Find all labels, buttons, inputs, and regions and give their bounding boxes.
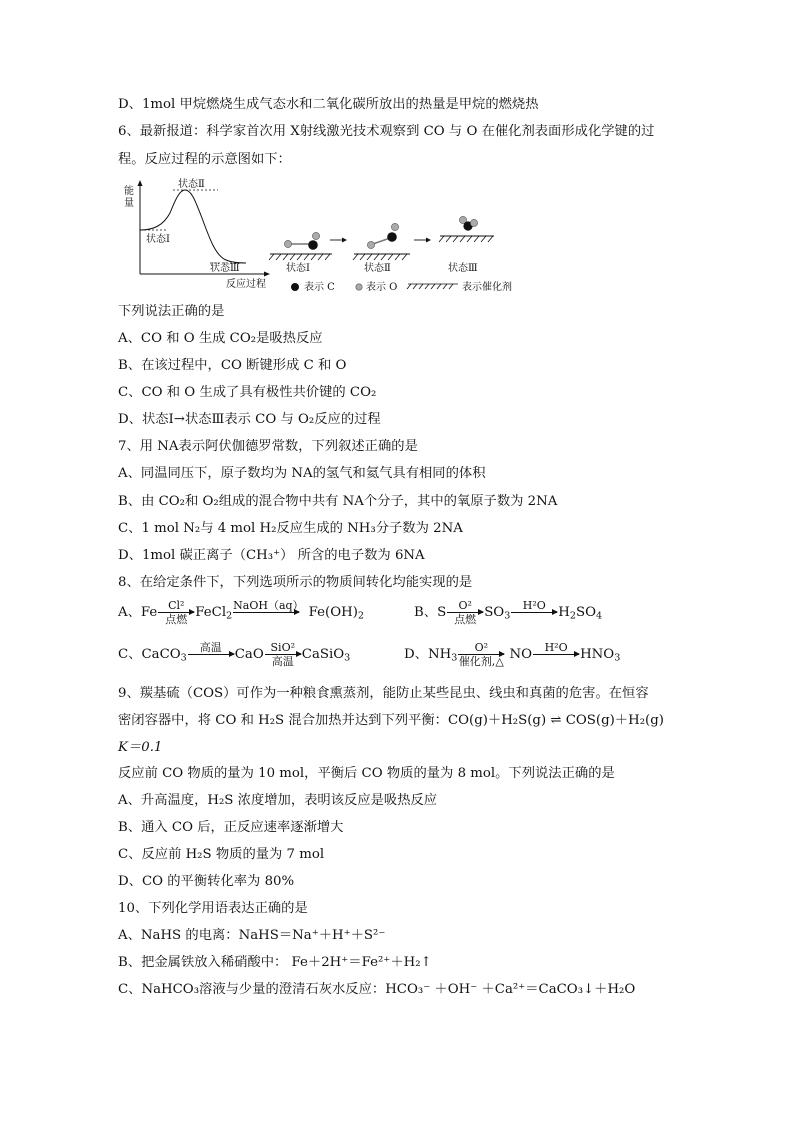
option-7a: A、同温同压下，原子数均为 NA的氢气和氦气具有相同的体积: [118, 466, 486, 481]
option-9c: C、反应前 H₂S 物质的量为 7 mol: [118, 847, 325, 862]
option-10a: A、NaHS 的电离：NaHS＝Na⁺＋H⁺＋S²⁻: [118, 928, 386, 943]
question-9-stem-cont: 密闭容器中，将 CO 和 H₂S 混合加热并达到下列平衡：CO(g)＋H₂S(g) ⇌ COS(g)＋H₂(g): [118, 713, 664, 728]
arrow-condition-bottom: 点燃: [165, 613, 188, 626]
product: NO: [509, 647, 533, 662]
reaction-arrow: [233, 599, 304, 625]
question-6-stem: 6、最新报道：科学家首次用 X射线激光技术观察到 CO 与 O 在催化剂表面形成化学键的过: [118, 124, 655, 139]
subscript: 2: [357, 610, 364, 622]
arrow-condition-top: SiO²: [270, 641, 295, 654]
state-3-label: 状态Ⅲ: [448, 263, 478, 274]
x-axis-label: 反应过程: [226, 279, 266, 290]
product: Fe(OH): [308, 605, 358, 620]
arrow-condition-bottom: 高温: [271, 655, 294, 668]
option-7d: D、1mol 碳正离子（CH₃⁺） 所含的电子数为 6NA: [118, 548, 425, 563]
subscript: 2: [569, 610, 576, 622]
legend-oxygen-dot: [356, 284, 362, 290]
graph-state-1: 状态Ⅰ: [146, 234, 170, 245]
option-8b: [414, 600, 602, 625]
subscript: 3: [504, 610, 511, 622]
reaction-arrow: [447, 600, 483, 625]
reaction-arrow: [188, 642, 234, 667]
option-8c: [118, 642, 350, 667]
product: CaO: [234, 647, 264, 662]
option-6a: A、CO 和 O 生成 CO₂是吸热反应: [118, 331, 323, 346]
subscript: 3: [614, 652, 621, 664]
legend: [291, 280, 512, 293]
option-9d: D、CO 的平衡转化率为 80%: [118, 874, 295, 889]
arrow-condition-top: H²O: [544, 641, 568, 654]
arrow-condition-top: NaOH（aq）: [233, 599, 304, 612]
question-9-stem-cont2: 反应前 CO 物质的量为 10 mol，平衡后 CO 物质的量为 8 mol。下列说法正确的是: [118, 766, 615, 781]
y-axis-label-1: 能: [124, 186, 134, 197]
option-6b: B、在该过程中，CO 断键形成 C 和 O: [118, 358, 347, 373]
question-6-prompt: 下列说法正确的是: [118, 304, 225, 319]
state-2-label: 状态Ⅱ: [364, 263, 391, 274]
option-8d-prefix: D、NH: [404, 647, 452, 662]
reaction-diagram: [118, 178, 518, 296]
option-9b: B、通入 CO 后，正反应速率逐渐增大: [118, 820, 344, 835]
question-6-stem-cont: 程。反应过程的示意图如下：: [118, 152, 291, 167]
product: HNO: [580, 647, 615, 662]
arrow-condition-bottom: 催化剂,△: [458, 655, 504, 668]
option-6c: C、CO 和 O 生成了具有极性共价键的 CO₂: [118, 385, 377, 400]
option-8a: [118, 600, 364, 625]
question-7-stem: 7、用 NA表示阿伏伽德罗常数，下列叙述正确的是: [118, 439, 418, 454]
option-8c-prefix: C、CaCO: [118, 647, 181, 662]
option-9a: A、升高温度，H₂S 浓度增加，表明该反应是吸热反应: [118, 793, 438, 808]
state-1-label: 状态Ⅰ: [286, 263, 310, 274]
graph-state-3: 状态Ⅲ: [210, 263, 240, 274]
product: SO: [484, 605, 505, 620]
legend-oxygen: 表示 O: [366, 282, 398, 293]
product: H: [558, 605, 570, 620]
question-10-stem: 10、下列化学用语表达正确的是: [118, 901, 308, 916]
arrow-2: [414, 238, 431, 243]
legend-catalyst-hatch: [407, 284, 458, 289]
option-7c: C、1 mol N₂与 4 mol H₂反应生成的 NH₃分子数为 2NA: [118, 521, 463, 536]
y-axis-label-2: 量: [124, 198, 134, 209]
product: FeCl: [195, 605, 227, 620]
state-1-molecule: [269, 232, 332, 274]
subscript: 3: [451, 652, 458, 664]
energy-graph: [124, 178, 270, 290]
question-8-stem: 8、在给定条件下，下列选项所示的物质间转化均能实现的是: [118, 575, 473, 590]
state-3-molecule: [439, 216, 494, 274]
subscript: 4: [596, 610, 603, 622]
arrow-condition-top: Cl²: [168, 599, 185, 612]
graph-state-2: 状态Ⅱ: [178, 179, 205, 190]
legend-carbon: 表示 C: [304, 282, 335, 293]
product-part: SO: [576, 605, 597, 620]
reaction-arrow: [533, 642, 579, 667]
arrow-1: [330, 238, 347, 243]
reaction-arrow: [511, 600, 557, 625]
option-10c: C、NaHCO₃溶液与少量的澄清石灰水反应：HCO₃⁻ ＋OH⁻ ＋Ca²⁺＝CaCO₃↓＋H₂O: [118, 982, 636, 997]
equilibrium-constant: K＝0.1: [118, 740, 163, 755]
option-6d: D、状态Ⅰ→状态Ⅲ表示 CO 与 O₂反应的过程: [118, 412, 381, 427]
reaction-arrow: [158, 600, 194, 625]
option-8b-prefix: B、S: [414, 605, 447, 620]
question-9-stem: 9、羰基硫（COS）可作为一种粮食熏蒸剂，能防止某些昆虫、线虫和真菌的危害。在恒容: [118, 686, 649, 701]
legend-catalyst: 表示催化剂: [462, 282, 512, 293]
option-10b: B、把金属铁放入稀硝酸中： Fe＋2H⁺＝Fe²⁺＋H₂↑: [118, 955, 432, 970]
legend-carbon-dot: [291, 283, 299, 291]
option-8a-prefix: A、Fe: [118, 605, 158, 620]
arrow-condition-top: O²: [458, 599, 472, 612]
subscript: 3: [180, 652, 187, 664]
reaction-arrow: [458, 642, 504, 667]
state-2-molecule: [353, 223, 410, 274]
arrow-condition-top: 高温: [199, 641, 222, 654]
arrow-condition-bottom: 点燃: [454, 613, 477, 626]
reaction-arrow: [265, 642, 301, 667]
subscript: 3: [344, 652, 351, 664]
arrow-condition-top: H²O: [522, 599, 546, 612]
option-8d: [404, 642, 620, 667]
subscript: 2: [226, 610, 233, 622]
option-1d-methane: D、1mol 甲烷燃烧生成气态水和二氧化碳所放出的热量是甲烷的燃烧热: [118, 97, 539, 112]
product: CaSiO: [301, 647, 345, 662]
option-7b: B、由 CO₂和 O₂组成的混合物中共有 NA个分子，其中的氧原子数为 2NA: [118, 494, 558, 509]
arrow-condition-top: O²: [474, 641, 489, 654]
